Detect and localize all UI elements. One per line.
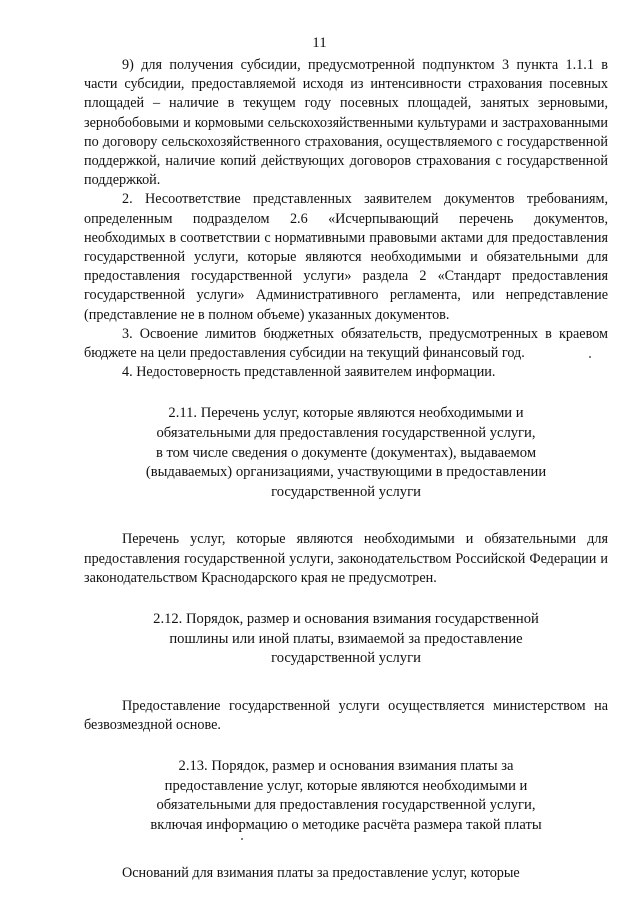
paragraph-item-3: 3. Освоение лимитов бюджетных обязательств, предусмотренных в краевом бюджете на цели предоставления субсидии на текущий финансовый год.: [84, 325, 608, 362]
heading-line: предоставление услуг, которые являются необходимыми и: [164, 777, 528, 794]
scan-artifact-dot: [589, 356, 591, 358]
heading-line: (выдаваемых) организациями, участвующими в предоставлении: [145, 464, 547, 481]
section-body-2-13: Оснований для взимания платы за предоставление услуг, которые: [122, 864, 520, 881]
heading-line: государственной услуги: [271, 483, 421, 500]
heading-line: пошлины или иной платы, взимаемой за предоставление: [169, 630, 523, 647]
spacer: [84, 669, 608, 697]
section-body-2-11: Перечень услуг, которые являются необходимыми и обязательными для предоставления государственной услуги, законодательством Российской Федерации и законодательством Краснодарского края не предусмотрен.: [84, 531, 608, 586]
section-heading-2-11: [84, 404, 608, 502]
spacer: [84, 735, 608, 757]
section-heading-2-13: [84, 757, 608, 835]
section-heading-2-12: [84, 610, 608, 669]
spacer: [84, 588, 608, 610]
section-body-2-12: Предоставление государственной услуги осуществляется министерством на безвозмездной основе.: [84, 697, 608, 734]
heading-line: государственной услуги: [271, 650, 421, 667]
document-body: [84, 56, 608, 883]
heading-line: обязательными для предоставления государственной услуги,: [156, 797, 536, 814]
paragraph-item-9: 9) для получения субсидии, предусмотренной подпунктом 3 пункта 1.1.1 в части субсидии, предоставляемой исходя из интенсивности страхования посевных площадей – наличие в текущем году посевных площадей, занятых зерновыми, зернобобовыми и кормовыми сельскохозяйственными культурами и застрахованными по договору сельскохозяйственного страхования, осуществляемого с государственной поддержкой, наличие копий действующих договоров страхования с государственной поддержкой.: [84, 57, 608, 189]
heading-line: обязательными для предоставления государственной услуги,: [156, 425, 536, 442]
heading-line: в том числе сведения о документе (документах), выдаваемом: [155, 444, 537, 461]
heading-line: 2.12. Порядок, размер и основания взимания государственной: [153, 611, 539, 628]
heading-line: 2.13. Порядок, размер и основания взимания платы за: [178, 758, 514, 775]
paragraph-item-2: 2. Несоответствие представленных заявителем документов требованиям, определенным подразделом 2.6 «Исчерпывающий перечень документов, необходимых в соответствии с нормативными правовыми актами для предоставления государственной услуги, которые являются необходимыми и обязательными для предоставления государственной услуги» раздела 2 «Стандарт предоставления государственной услуги» Административного регламента, или непредставление (представление не в полном объеме) указанных документов.: [84, 191, 608, 323]
spacer: [84, 382, 608, 404]
spacer: [84, 502, 608, 530]
spacer: [84, 836, 608, 864]
scan-artifact-dot: [241, 838, 243, 840]
heading-line: 2.11. Перечень услуг, которые являются необходимыми и: [168, 405, 524, 422]
heading-line: включая информацию о методике расчёта размера такой платы: [150, 817, 542, 833]
page-number: 11: [312, 35, 327, 51]
paragraph-item-4: 4. Недостоверность представленной заявителем информации.: [122, 364, 496, 381]
